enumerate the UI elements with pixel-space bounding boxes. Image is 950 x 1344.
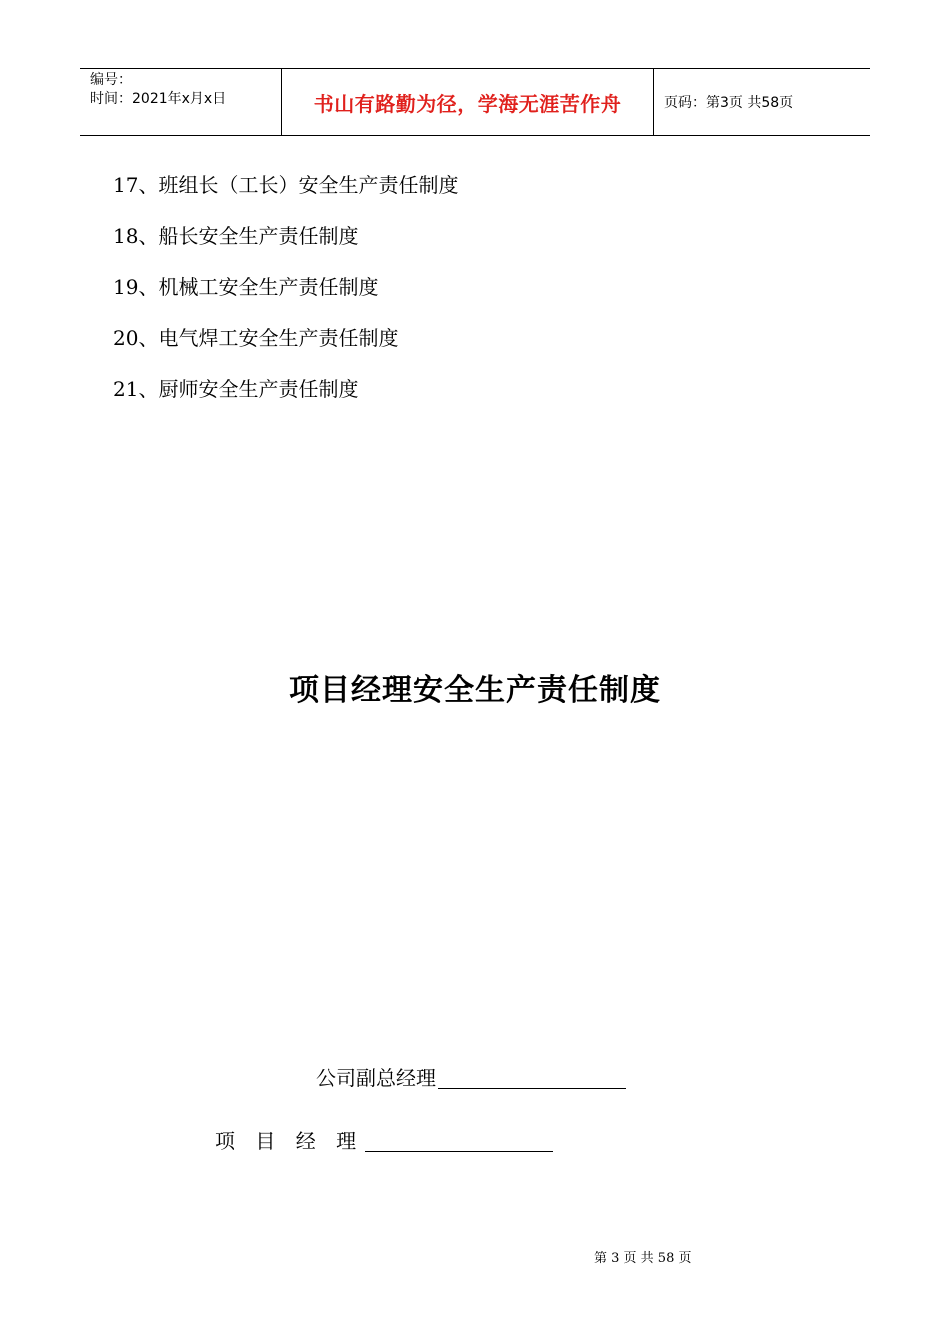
project-manager-label: 项 目 经 理 xyxy=(215,1129,364,1153)
header-meta-cell xyxy=(80,69,282,135)
header-motto: 书山有路勤为径，学海无涯苦作舟 xyxy=(313,91,622,116)
toc-item: 17、班组长（工长）安全生产责任制度 xyxy=(113,173,459,197)
deputy-gm-signature-line xyxy=(438,1087,626,1089)
header-page-info: 页码：第3页 共58页 xyxy=(664,95,794,111)
header-motto-cell xyxy=(282,69,654,135)
header-page-cell xyxy=(654,69,870,135)
document-number-label: 编号： xyxy=(90,72,132,88)
project-manager-signature-row xyxy=(215,1125,553,1154)
toc-item: 18、船长安全生产责任制度 xyxy=(113,224,359,248)
toc-item: 21、厨师安全生产责任制度 xyxy=(113,377,359,401)
deputy-gm-signature-row xyxy=(316,1062,626,1091)
toc-item: 20、电气焊工安全生产责任制度 xyxy=(113,326,399,350)
table-of-contents xyxy=(113,168,458,423)
document-time-label: 时间：2021年x月x日 xyxy=(90,91,227,107)
toc-item: 19、机械工安全生产责任制度 xyxy=(113,275,379,299)
project-manager-signature-line xyxy=(365,1150,553,1152)
document-title: 项目经理安全生产责任制度 xyxy=(289,673,661,708)
page-header xyxy=(80,68,870,136)
deputy-gm-label: 公司副总经理 xyxy=(316,1066,436,1090)
page-footer: 第 3 页 共 58 页 xyxy=(594,1251,692,1266)
